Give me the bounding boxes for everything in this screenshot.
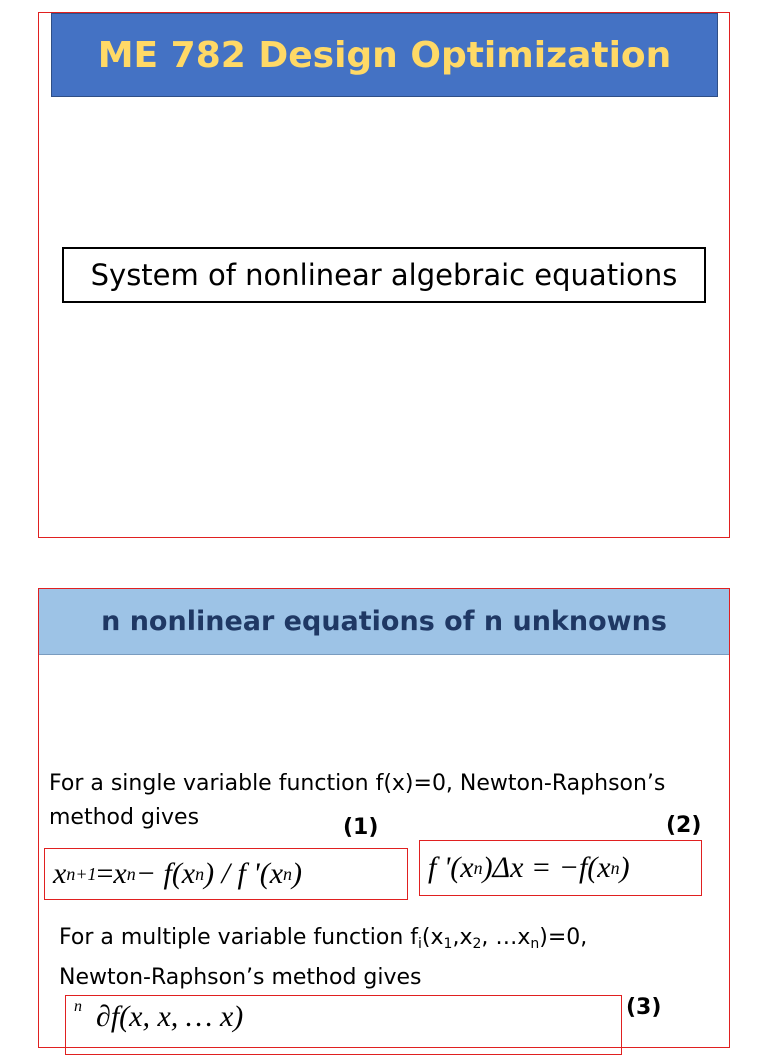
eq2-sub-n2: n <box>610 857 620 878</box>
eq1-xn: x <box>113 857 127 890</box>
equation-1-label: (1) <box>343 815 379 840</box>
slide-2-title: n nonlinear equations of n unknowns <box>101 606 667 637</box>
eq1-sub-n: n <box>126 863 136 884</box>
eq2-dx: )Δx = −f(x <box>482 851 611 884</box>
para2-mid1: (x <box>421 925 444 950</box>
slide-1 <box>38 12 730 538</box>
para2-line2: Newton-Raphson’s method gives <box>59 965 422 990</box>
equation-2-label: (2) <box>666 813 702 838</box>
equation-3-label: (3) <box>626 995 662 1020</box>
slide-2-title-bar <box>39 589 729 655</box>
equation-2-box <box>419 840 702 896</box>
para2-sub-2: 2 <box>472 936 482 952</box>
slide-1-subtitle-box <box>62 247 706 303</box>
eq1-sub-n2: n <box>195 863 205 884</box>
slide-1-subtitle: System of nonlinear algebraic equations <box>90 258 678 292</box>
para2-sub-n: n <box>530 936 540 952</box>
multiple-variable-paragraph <box>59 921 719 995</box>
eq1-equals: = <box>96 857 114 890</box>
eq2-close: ) <box>619 851 630 884</box>
eq1-x: x <box>53 857 67 890</box>
eq1-close: ) <box>292 857 303 890</box>
para2-sub-1: 1 <box>443 936 453 952</box>
eq3-partial: ∂f(x, x, … x) <box>96 1000 244 1033</box>
para2-mid2: ,x <box>452 925 473 950</box>
para2-prefix: For a multiple variable function f <box>59 925 419 950</box>
eq3-sum-upper: n <box>74 998 82 1015</box>
single-variable-paragraph: For a single variable function f(x)=0, Newton-Raphson’s method gives <box>49 771 666 830</box>
slide-2 <box>38 588 730 1048</box>
equation-3-box <box>65 995 622 1055</box>
eq1-sub: n+1 <box>66 863 97 884</box>
equation-1-box <box>44 848 408 900</box>
para2-mid3: , …x <box>481 925 531 950</box>
para2-sub-i: i <box>418 936 422 952</box>
eq1-sub-n3: n <box>283 863 293 884</box>
slide-1-title-bar <box>51 13 718 97</box>
para2-suffix: )=0, <box>539 925 588 950</box>
eq2-fprime: f '(x <box>428 851 474 884</box>
eq2-sub-n: n <box>473 857 483 878</box>
eq1-minus-f: − f(x <box>135 857 196 890</box>
eq1-div: ) / f '(x <box>204 857 284 890</box>
slide-1-title: ME 782 Design Optimization <box>97 34 672 76</box>
